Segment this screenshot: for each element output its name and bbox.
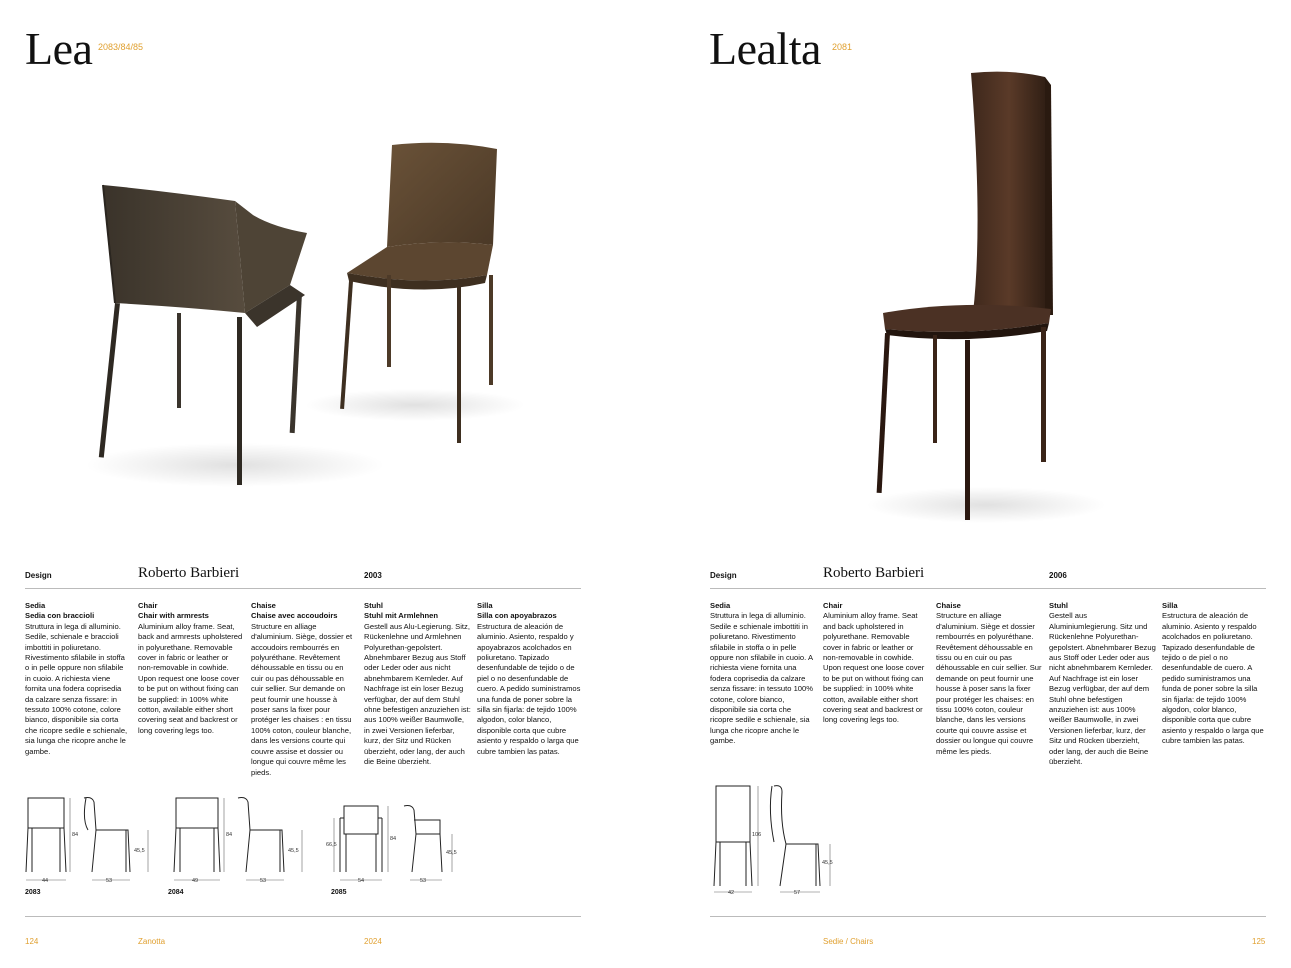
- column-heading: Chaise: [936, 601, 961, 610]
- column-heading: Silla: [477, 601, 493, 610]
- product-title-lea: Lea: [25, 23, 93, 74]
- column-subheading: Stuhl mit Armlehnen: [364, 611, 438, 621]
- dim-arm-height: 66,5: [326, 842, 337, 848]
- column-heading: Chair: [823, 601, 843, 610]
- model-code: 2083: [25, 889, 41, 896]
- column-heading: Sedia: [25, 601, 46, 610]
- model-code: 2085: [331, 889, 347, 896]
- design-year: 2003: [364, 571, 382, 580]
- column-text: Gestell aus Aluminiumlegierung. Sitz und Rückenlehne Polyurethan-gepolstert. Abnehmbarer Bezug aus Stoff oder Leder oder aus nicht abnehmbarem Kernleder. Auf Nachfrage ist ein loser Bezug verfügbar, der auf dem Stuhl ohne befestigen anzuziehen ist: aus 100% weißer Baumwolle, in zwei Versionen lieferbar, kurz, der Sitz und Rücken überzieht, oder lang, der auch die Beine überzieht.: [1049, 611, 1156, 767]
- brand-name: Zanotta: [138, 937, 166, 946]
- dim-seat: 45,5: [134, 848, 145, 854]
- divider: [25, 588, 581, 589]
- column-subheading: Chaise avec accoudoirs: [251, 611, 338, 621]
- lea-chairs-photo: [85, 135, 525, 500]
- column-text: Structure en alliage d'aluminium. Siège et dossier rembourrés en polyuréthane. Revêtement déhoussable en tissu ou en cuir ou pas déhoussable en cuir sellier. Sur demande on peut fournir une housse à poser sans la fixer pour protéger les chaises: en tissu 100% coton, couleur blanche, dans les versions courte qui couvre assise et dossier ou longue qui couvre même les pieds.: [936, 611, 1042, 756]
- column-subheading: Chair with armrests: [138, 611, 209, 621]
- description-column-de: [1049, 601, 1157, 768]
- column-text: Struttura in lega di alluminio. Sedile e schienale imbottiti in poliuretano. Rivestimento sfilabile in stoffa o in pelle oppure non sfilabile in cuoio. A richiesta viene fornita una fodera coprisedia da calzare senza fissare: in tessuto 100% cotone, colore bianco, disponibile sia corta che ricopre sedile e schienale, sia lunga che ricopre anche le gambe.: [710, 611, 813, 746]
- product-code-lea: 2083/84/85: [98, 42, 144, 52]
- dim-depth: 53: [106, 878, 113, 884]
- product-title-lealta: Lealta: [709, 23, 821, 74]
- description-column-de: [364, 601, 471, 768]
- left-page: [0, 0, 645, 968]
- description-column-fr: [936, 601, 1042, 757]
- column-text: Struttura in lega di alluminio. Sedile, schienale e braccioli imbottiti in poliuretano. Rivestimento sfilabile in stoffa o in pelle oppure non sfilabile in cuoio. A richiesta viene fornita una fodera coprisedia da calzare senza fissare: in tessuto 100% cotone, colore bianco, disponibile sia corta che ricopre sedile e schienale, sia lunga che ricopre anche le gambe.: [25, 621, 128, 756]
- divider: [710, 588, 1266, 589]
- column-text: Gestell aus Alu-Legierung. Sitz, Rückenlehne und Armlehnen Polyurethan-gepolstert. Abnehmbarer Bezug aus Stoff oder Leder oder aus nicht abnehmbarem Kernleder. Auf Nachfrage ist ein loser Bezug verfügbar, der auf dem Stuhl ohne befestigen anzuziehen ist: aus 100% weißer Baumwolle, in zwei Versionen lieferbar, kurz, der Sitz und Rücken überzieht, oder lang, der auch die Beine überzieht.: [364, 621, 471, 767]
- design-label: Design: [710, 571, 737, 580]
- model-code: 2084: [168, 889, 184, 896]
- description-column-es: [477, 601, 583, 757]
- catalog-year: 2024: [364, 937, 382, 946]
- designer-name: Roberto Barbieri: [823, 565, 925, 581]
- technical-drawings: [22, 790, 462, 886]
- description-column-en: [823, 601, 929, 726]
- description-column-fr: [251, 601, 356, 778]
- column-heading: Chair: [138, 601, 158, 610]
- column-text: Aluminium alloy frame. Seat and back upholstered in polyurethane. Removable cover in fabric or leather or non-removable in cowhide. Upon request one loose cover to be put on without fixing can be supplied: in 100% white cotton, available either short covering seat and backrest or long covering legs too.: [823, 611, 925, 725]
- column-heading: Sedia: [710, 601, 731, 610]
- dim-width: 44: [42, 878, 49, 884]
- column-subheading: Sedia con braccioli: [25, 611, 95, 621]
- designer-name: Roberto Barbieri: [138, 565, 240, 581]
- dim-seat: 45,5: [446, 850, 457, 856]
- product-code-lealta: 2081: [832, 42, 853, 52]
- column-heading: Stuhl: [364, 601, 383, 610]
- column-text: Structure en alliage d'aluminium. Siège, dossier et accoudoirs rembourrés en polyuréthane. Revêtement déhoussable en tissu ou en cuir ou pas déhoussable en cuir sellier. Sur demande on peut fournir une housse à poser sans la fixer pour protéger les chaises : en tissu 100% coton, couleur blanche, dans les versions courte qui couvre assise et dossier ou longue qui couvre même les pieds.: [251, 621, 353, 777]
- column-subheading: Silla con apoyabrazos: [477, 611, 557, 621]
- description-column-it: [710, 601, 816, 747]
- column-heading: Chaise: [251, 601, 276, 610]
- dim-width: 42: [728, 890, 735, 896]
- armchair-graphic: [99, 185, 307, 485]
- dim-width: 54: [358, 878, 365, 884]
- column-text: Aluminium alloy frame. Seat, back and armrests upholstered in polyurethane. Removable cover in fabric or leather or non-removable in cowhide. Upon request one loose cover to be put on without fixing can be supplied: in 100% white cotton, available either short covering seat and backrest or long covering legs too.: [138, 621, 243, 735]
- description-column-it: [25, 601, 130, 757]
- column-text: Estructura de aleación de aluminio. Asiento, respaldo y apoyabrazos acolchados en poliuretano. Tapizado desenfundable de tejido o de piel o no desenfundable de cuero. A pedido suministramos una funda de poner sobre la silla sin fijarla: de tejido 100% algodon, color blanco, disponible corta que cubre asiento y respaldo o larga que cubre tambien las patas.: [477, 621, 581, 756]
- design-label: Design: [25, 571, 52, 580]
- dim-height: 84: [390, 836, 397, 842]
- dim-depth: 57: [794, 890, 801, 896]
- page-number: 124: [25, 937, 39, 946]
- section-name: Sedie / Chairs: [823, 937, 874, 946]
- description-column-en: [138, 601, 243, 736]
- dim-height: 84: [226, 832, 233, 838]
- footer-divider: [710, 916, 1266, 917]
- column-text: Estructura de aleación de aluminio. Asiento y respaldo acolchados en poliuretano. Tapizado desenfundable de tejido o de piel o no desenfundable de cuero. A pedido suministramos una funda de poner sobre la silla sin fijarla: de tejido 100% algodon, color blanco, disponible corta que cubre asiento y respaldo o larga que cubre tambien las patas.: [1162, 611, 1264, 746]
- dim-seat: 45,5: [822, 860, 833, 866]
- dim-depth: 53: [420, 878, 427, 884]
- lealta-chair-photo: [861, 65, 1111, 530]
- technical-drawing-lealta: [710, 782, 890, 898]
- dim-depth: 53: [260, 878, 267, 884]
- dim-height: 106: [752, 832, 762, 838]
- dim-width: 49: [192, 878, 199, 884]
- page-number: 125: [1252, 937, 1266, 946]
- column-heading: Silla: [1162, 601, 1178, 610]
- dim-height: 84: [72, 832, 79, 838]
- column-heading: Stuhl: [1049, 601, 1068, 610]
- footer-divider: [25, 916, 581, 917]
- design-year: 2006: [1049, 571, 1067, 580]
- description-column-es: [1162, 601, 1268, 747]
- dim-seat: 45,5: [288, 848, 299, 854]
- right-page: [646, 0, 1291, 968]
